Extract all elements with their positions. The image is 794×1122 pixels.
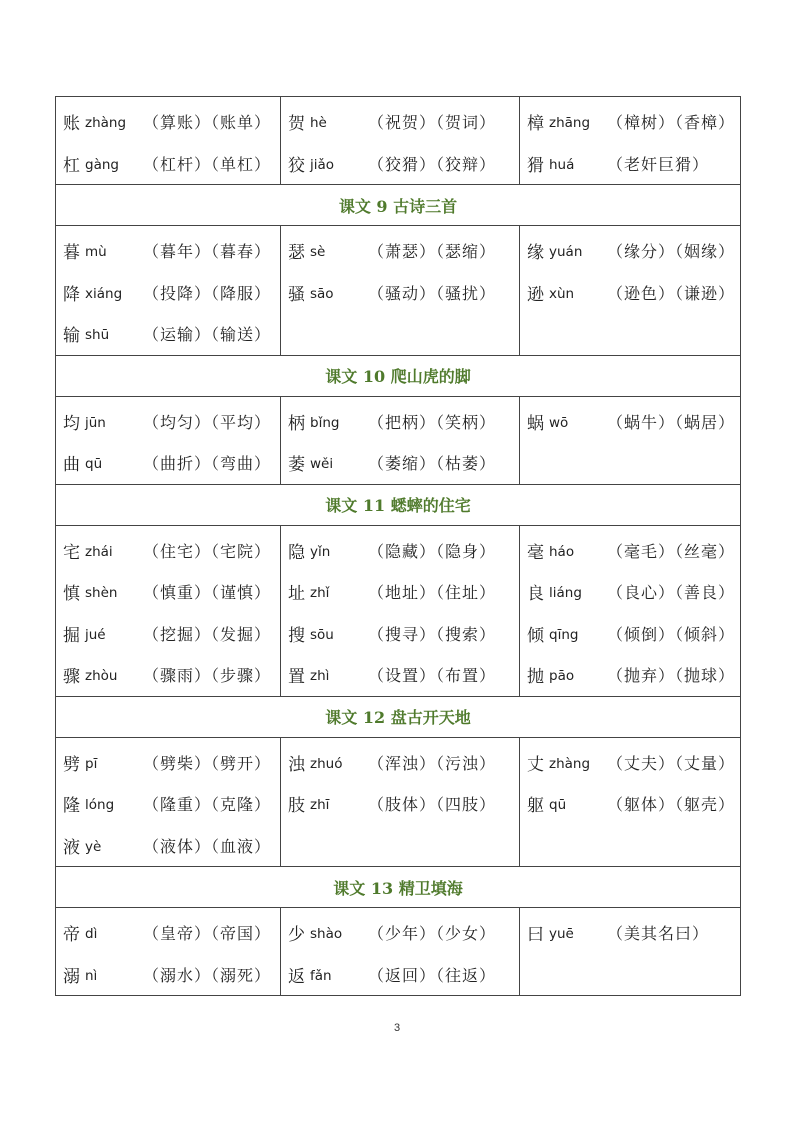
vocab-entry — [288, 101, 519, 143]
vocab-entry — [288, 143, 519, 185]
character: 曲 — [63, 455, 80, 476]
example-words: （运输）（输送） — [143, 325, 272, 345]
character: 倾 — [527, 625, 544, 646]
vocab-cell — [520, 908, 741, 995]
pinyin: mù — [85, 244, 107, 261]
lesson-heading: 课文 10 爬山虎的脚 — [56, 356, 741, 396]
character: 蜗 — [527, 413, 544, 434]
vocab-entry — [63, 101, 280, 143]
vocab-entry — [288, 401, 519, 443]
pinyin: xiáng — [85, 285, 123, 302]
vocab-entry — [527, 613, 740, 655]
vocab-entry — [527, 654, 740, 696]
pinyin: zhì — [310, 668, 330, 685]
example-words: （隆重）（克隆） — [143, 795, 272, 815]
lesson-heading: 课文 12 盘古开天地 — [56, 697, 741, 737]
pinyin: xùn — [549, 285, 575, 302]
example-words: （毫毛）（丝毫） — [607, 541, 736, 561]
example-words: （均匀）（平均） — [143, 412, 272, 432]
pinyin: zhuó — [310, 755, 343, 772]
vocab-entry — [288, 954, 519, 996]
character: 骤 — [63, 667, 80, 688]
pinyin: jūn — [85, 414, 106, 431]
character: 躯 — [527, 796, 544, 817]
character: 毫 — [527, 542, 544, 563]
pinyin: liáng — [549, 585, 582, 602]
example-words: （住宅）（宅院） — [143, 541, 272, 561]
character: 输 — [63, 326, 80, 347]
character: 丈 — [527, 754, 544, 775]
vocab-entry — [63, 272, 280, 314]
pinyin: gàng — [85, 156, 119, 173]
example-words: （曲折）（弯曲） — [143, 454, 272, 474]
example-words: （逊色）（谦逊） — [607, 283, 736, 303]
character: 账 — [63, 114, 80, 135]
pinyin: fǎn — [310, 967, 332, 984]
vocab-row — [56, 738, 741, 868]
example-words: （搜寻）（搜索） — [368, 624, 497, 644]
vocab-entry — [63, 401, 280, 443]
character: 溺 — [63, 966, 80, 987]
vocab-cell — [281, 97, 520, 184]
example-words: （杠杆）（单杠） — [143, 154, 272, 174]
vocab-entry — [288, 530, 519, 572]
character: 杠 — [63, 155, 80, 176]
vocab-entry — [288, 742, 519, 784]
vocab-cell — [520, 226, 741, 355]
vocab-cell — [56, 526, 281, 696]
character: 劈 — [63, 754, 80, 775]
vocab-cell — [520, 397, 741, 484]
example-words: （美其名曰） — [607, 924, 710, 944]
example-words: （皇帝）（帝国） — [143, 924, 272, 944]
character: 柄 — [288, 413, 305, 434]
vocab-row — [56, 97, 741, 185]
character: 良 — [527, 584, 544, 605]
character: 帝 — [63, 925, 80, 946]
vocab-cell — [56, 908, 281, 995]
pinyin: zhàng — [85, 115, 127, 132]
character: 缘 — [527, 243, 544, 264]
pinyin: jué — [85, 626, 106, 643]
vocab-entry — [63, 571, 280, 613]
vocab-entry — [63, 654, 280, 696]
pinyin: shèn — [85, 585, 118, 602]
vocab-entry — [63, 442, 280, 484]
pinyin: sè — [310, 244, 326, 261]
vocabulary-table — [55, 96, 741, 996]
character: 猾 — [527, 155, 544, 176]
vocab-cell — [520, 526, 741, 696]
vocab-cell — [281, 908, 520, 995]
example-words: （躯体）（躯壳） — [607, 795, 736, 815]
pinyin: lóng — [85, 797, 115, 814]
vocab-cell — [281, 397, 520, 484]
vocab-cell — [56, 226, 281, 355]
pinyin: yuán — [549, 244, 583, 261]
example-words: （萎缩）（枯萎） — [368, 454, 497, 474]
example-words: （樟树）（香樟） — [607, 113, 736, 133]
character: 置 — [288, 667, 305, 688]
character: 抛 — [527, 667, 544, 688]
vocab-entry — [63, 530, 280, 572]
vocab-entry — [527, 571, 740, 613]
vocab-cell — [520, 97, 741, 184]
vocab-entry — [527, 143, 740, 185]
character: 狡 — [288, 155, 305, 176]
example-words: （骚动）（骚扰） — [368, 283, 497, 303]
character: 瑟 — [288, 243, 305, 264]
lesson-heading: 课文 9 古诗三首 — [56, 185, 741, 225]
vocab-entry — [527, 783, 740, 825]
vocab-entry — [63, 613, 280, 655]
example-words: （隐藏）（隐身） — [368, 541, 497, 561]
example-words: （萧瑟）（瑟缩） — [368, 242, 497, 262]
character: 掘 — [63, 625, 80, 646]
pinyin: pāo — [549, 668, 575, 685]
character: 液 — [63, 837, 80, 858]
vocab-cell — [56, 97, 281, 184]
character: 降 — [63, 284, 80, 305]
example-words: （慎重）（谨慎） — [143, 583, 272, 603]
character: 暮 — [63, 243, 80, 264]
example-words: （投降）（降服） — [143, 283, 272, 303]
example-words: （算账）（账单） — [143, 113, 272, 133]
pinyin: qū — [85, 456, 103, 473]
example-words: （地址）（住址） — [368, 583, 497, 603]
vocab-entry — [63, 783, 280, 825]
vocab-entry — [527, 401, 740, 443]
example-words: （把柄）（笑柄） — [368, 412, 497, 432]
example-words: （肢体）（四肢） — [368, 795, 497, 815]
example-words: （溺水）（溺死） — [143, 965, 272, 985]
vocab-row — [56, 226, 741, 356]
lesson-heading: 课文 11 蟋蟀的住宅 — [56, 485, 741, 525]
vocab-row — [56, 397, 741, 485]
vocab-entry — [288, 230, 519, 272]
pinyin: zhǐ — [310, 585, 330, 602]
pinyin: zhāng — [549, 115, 591, 132]
example-words: （祝贺）（贺词） — [368, 113, 497, 133]
character: 樟 — [527, 114, 544, 135]
example-words: （狡猾）（狡辩） — [368, 154, 497, 174]
example-words: （劈柴）（劈开） — [143, 753, 272, 773]
pinyin: zhòu — [85, 668, 118, 685]
example-words: （挖掘）（发掘） — [143, 624, 272, 644]
character: 均 — [63, 413, 80, 434]
example-words: （丈夫）（丈量） — [607, 753, 736, 773]
pinyin: sōu — [310, 626, 334, 643]
pinyin: qīng — [549, 626, 579, 643]
vocab-cell — [281, 226, 520, 355]
example-words: （骤雨）（步骤） — [143, 666, 272, 686]
vocab-entry — [63, 313, 280, 355]
vocab-entry — [288, 272, 519, 314]
vocab-entry — [63, 954, 280, 996]
pinyin: zhàng — [549, 755, 591, 772]
vocab-entry — [63, 825, 280, 867]
pinyin: dì — [85, 926, 98, 943]
vocab-cell — [56, 738, 281, 867]
vocab-entry — [63, 143, 280, 185]
vocab-entry — [527, 530, 740, 572]
pinyin: zhái — [85, 543, 113, 560]
character: 隐 — [288, 542, 305, 563]
pinyin: wō — [549, 414, 569, 431]
example-words: （良心）（善良） — [607, 583, 736, 603]
character: 宅 — [63, 542, 80, 563]
pinyin: yuē — [549, 926, 574, 943]
example-words: （暮年）（暮春） — [143, 242, 272, 262]
vocab-entry — [63, 230, 280, 272]
pinyin: bǐng — [310, 414, 340, 431]
character: 肢 — [288, 796, 305, 817]
example-words: （缘分）（姻缘） — [607, 242, 736, 262]
lesson-heading: 课文 13 精卫填海 — [56, 867, 741, 907]
pinyin: qū — [549, 797, 567, 814]
pinyin: huá — [549, 156, 575, 173]
character: 曰 — [527, 925, 544, 946]
vocab-cell — [281, 738, 520, 867]
pinyin: pī — [85, 755, 98, 772]
example-words: （返回）（往返） — [368, 965, 497, 985]
character: 逊 — [527, 284, 544, 305]
vocab-entry — [527, 272, 740, 314]
example-words: （设置）（布置） — [368, 666, 497, 686]
pinyin: yè — [85, 838, 102, 855]
pinyin: sāo — [310, 285, 334, 302]
character: 浊 — [288, 754, 305, 775]
pinyin: hè — [310, 115, 327, 132]
pinyin: jiǎo — [310, 156, 335, 173]
pinyin: zhī — [310, 797, 330, 814]
example-words: （蜗牛）（蜗居） — [607, 412, 736, 432]
example-words: （少年）（少女） — [368, 924, 497, 944]
character: 隆 — [63, 796, 80, 817]
vocab-row — [56, 526, 741, 697]
character: 址 — [288, 584, 305, 605]
vocab-entry — [288, 613, 519, 655]
vocab-entry — [63, 742, 280, 784]
vocab-entry — [288, 654, 519, 696]
vocab-entry — [63, 912, 280, 954]
vocab-entry — [288, 442, 519, 484]
character: 返 — [288, 966, 305, 987]
vocab-entry — [288, 783, 519, 825]
pinyin: shū — [85, 327, 110, 344]
vocab-entry — [288, 912, 519, 954]
pinyin: nì — [85, 967, 98, 984]
vocab-entry — [527, 101, 740, 143]
character: 慎 — [63, 584, 80, 605]
character: 少 — [288, 925, 305, 946]
character: 骚 — [288, 284, 305, 305]
vocab-entry — [527, 912, 740, 954]
character: 萎 — [288, 455, 305, 476]
character: 贺 — [288, 114, 305, 135]
vocab-cell — [520, 738, 741, 867]
pinyin: yǐn — [310, 543, 331, 560]
character: 搜 — [288, 625, 305, 646]
page-number: 3 — [393, 1022, 401, 1034]
vocab-entry — [527, 742, 740, 784]
pinyin: shào — [310, 926, 343, 943]
vocab-row — [56, 908, 741, 996]
example-words: （抛弃）（抛球） — [607, 666, 736, 686]
example-words: （浑浊）（污浊） — [368, 753, 497, 773]
vocab-cell — [56, 397, 281, 484]
pinyin: wěi — [310, 456, 334, 473]
pinyin: háo — [549, 543, 575, 560]
example-words: （老奸巨猾） — [607, 154, 710, 174]
vocab-entry — [288, 571, 519, 613]
vocab-entry — [527, 230, 740, 272]
vocab-cell — [281, 526, 520, 696]
example-words: （倾倒）（倾斜） — [607, 624, 736, 644]
example-words: （液体）（血液） — [143, 836, 272, 856]
